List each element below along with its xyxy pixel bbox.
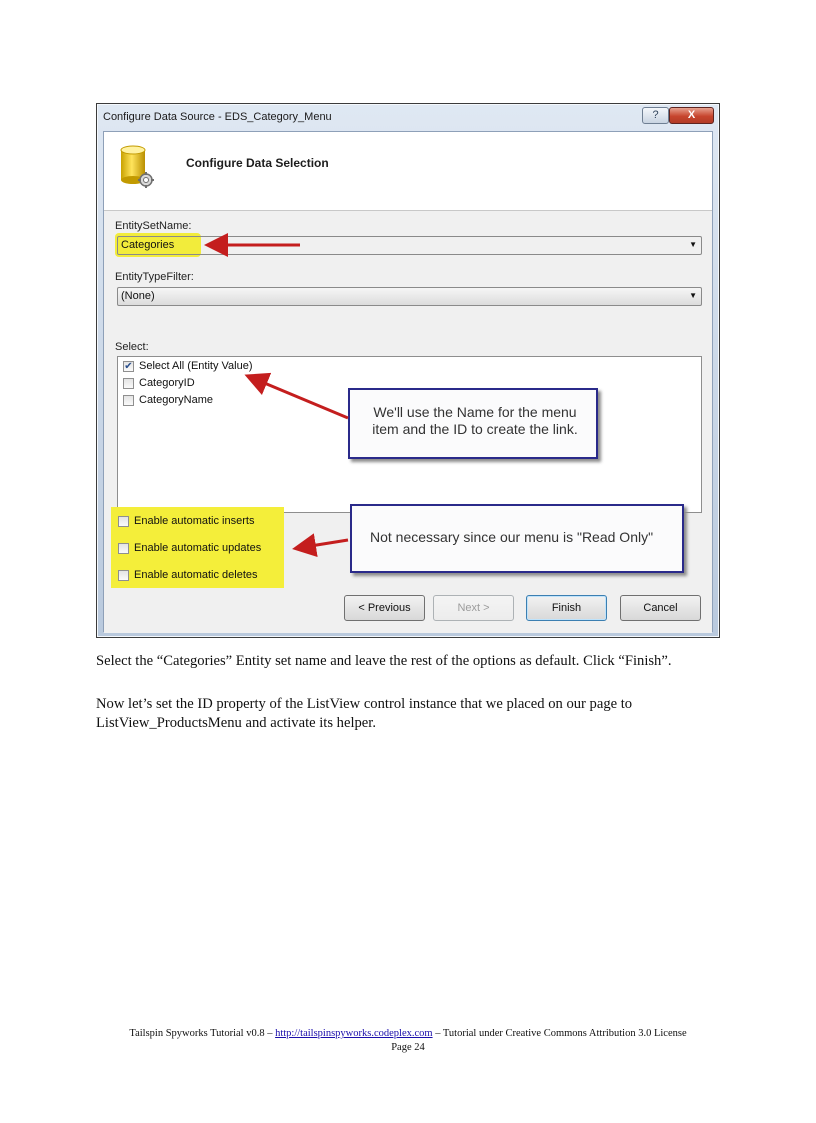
option-label: Enable automatic updates [134,542,262,554]
footer-suffix: – Tutorial under Creative Commons Attribution 3.0 License [432,1028,687,1039]
chevron-down-icon: ▼ [689,240,697,249]
checkbox[interactable] [118,543,129,554]
chevron-down-icon: ▼ [689,291,697,300]
database-icon [118,142,158,194]
select-label: Select: [115,341,149,353]
option-label: Enable automatic deletes [134,569,258,581]
body-paragraph-2: Now let’s set the ID property of the ListView control instance that we placed on our page to ListView_ProductsMenu and activate its helper. [96,696,633,731]
callout-readonly-text: Not necessary since our menu is "Read Only" [370,529,654,545]
checkbox[interactable] [123,378,134,389]
list-item-label: Select All (Entity Value) [139,360,253,372]
entity-type-value: (None) [121,290,155,302]
checkbox-checked[interactable]: ✔ [124,361,133,372]
entity-set-value: Categories [121,239,175,251]
checkbox[interactable] [118,570,129,581]
finish-button[interactable]: Finish [526,595,607,621]
previous-button[interactable]: < Previous [344,595,425,621]
list-item-label: CategoryName [139,394,213,406]
callout-menu-note [348,388,598,459]
close-button[interactable]: X [669,107,714,124]
cancel-button[interactable]: Cancel [620,595,701,621]
entity-type-label: EntityTypeFilter: [115,271,194,283]
entity-type-combobox[interactable] [117,287,702,306]
callout-menu-text: We'll use the Name for the menu item and the ID to create the link. [372,404,578,437]
next-button[interactable]: Next > [433,595,514,621]
arrow-to-options [298,540,348,548]
list-item-label: CategoryID [139,377,195,389]
option-label: Enable automatic inserts [134,515,255,527]
entity-set-label: EntitySetName: [115,220,192,232]
checkbox[interactable] [118,516,129,527]
body-paragraph-1: Select the “Categories” Entity set name and leave the rest of the options as default. Click “Finish”. [96,653,672,669]
checkbox[interactable] [123,395,134,406]
footer-prefix: Tailspin Spyworks Tutorial v0.8 – [129,1028,276,1039]
wizard-step-title: Configure Data Selection [186,156,329,170]
configure-data-source-dialog [96,103,720,638]
page-footer [0,1027,816,1055]
dialog-title: Configure Data Source - EDS_Category_Menu [103,111,332,123]
callout-readonly-note [350,504,684,573]
page-number: Page 24 [391,1042,425,1053]
entity-set-combobox[interactable] [117,236,702,255]
dialog-client-area [103,131,713,632]
footer-link[interactable]: http://tailspinspyworks.codeplex.com [275,1028,433,1039]
dialog-titlebar [97,104,719,131]
wizard-header [104,132,712,211]
help-button[interactable]: ? [642,107,669,124]
